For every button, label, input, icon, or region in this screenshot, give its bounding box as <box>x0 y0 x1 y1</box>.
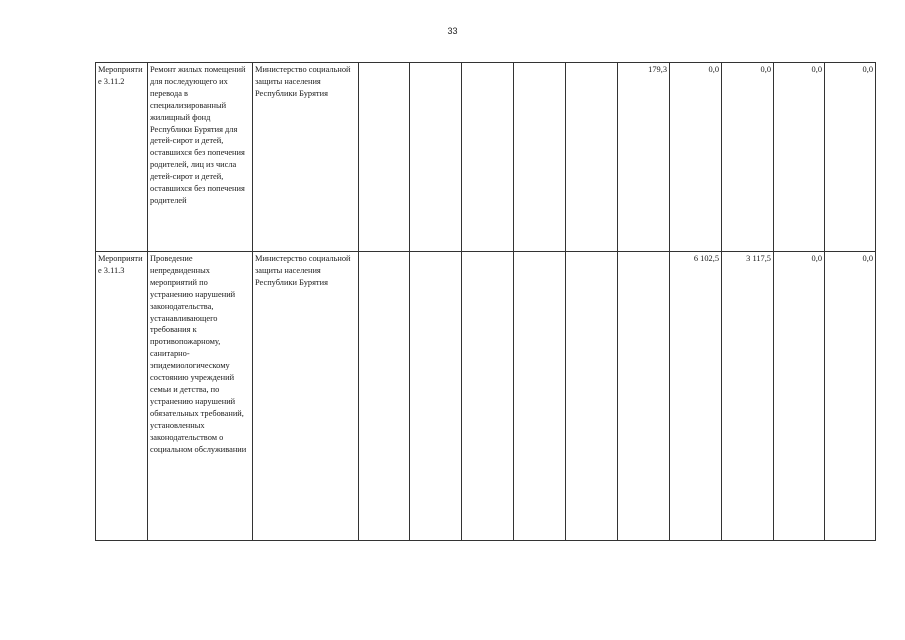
empty-cell <box>566 63 618 252</box>
value-cell: 6 102,5 <box>670 252 722 541</box>
empty-cell <box>514 252 566 541</box>
measure-code: Мероприятие 3.11.2 <box>96 63 148 252</box>
empty-cell <box>566 252 618 541</box>
measure-name: Проведение непредвиденных мероприятий по устранению нарушений законодательства, устанавливающего требования к противопожарному, санитарно-эпидемиологическому состоянию учреждений семьи и детства, по устранению нарушений обязательных требований, установленных законодательством о социальном обслуживании <box>148 252 253 541</box>
value-cell: 3 117,5 <box>722 252 774 541</box>
empty-cell <box>359 252 410 541</box>
page-number: 33 <box>447 26 458 36</box>
value-cell: 0,0 <box>774 252 825 541</box>
empty-cell <box>410 252 462 541</box>
measure-executor: Министерство социальной защиты населения Республики Бурятия <box>253 252 359 541</box>
value-cell: 0,0 <box>722 63 774 252</box>
empty-cell <box>462 63 514 252</box>
program-table <box>95 62 876 541</box>
value-cell: 0,0 <box>825 252 876 541</box>
empty-cell <box>514 63 566 252</box>
value-cell: 0,0 <box>774 63 825 252</box>
measure-code: Мероприятие 3.11.3 <box>96 252 148 541</box>
measure-name: Ремонт жилых помещений для последующего их перевода в специализированный жилищный фонд Республики Бурятия для детей-сирот и детей, оставшихся без попечения родителей, лиц из числа детей-сирот и детей, оставшихся без попечения родителей <box>148 63 253 252</box>
value-cell <box>618 252 670 541</box>
value-cell: 0,0 <box>670 63 722 252</box>
empty-cell <box>462 252 514 541</box>
empty-cell <box>410 63 462 252</box>
value-cell: 0,0 <box>825 63 876 252</box>
value-cell: 179,3 <box>618 63 670 252</box>
measure-executor: Министерство социальной защиты населения Республики Бурятия <box>253 63 359 252</box>
empty-cell <box>359 63 410 252</box>
table-row <box>96 252 876 541</box>
table-row <box>96 63 876 252</box>
